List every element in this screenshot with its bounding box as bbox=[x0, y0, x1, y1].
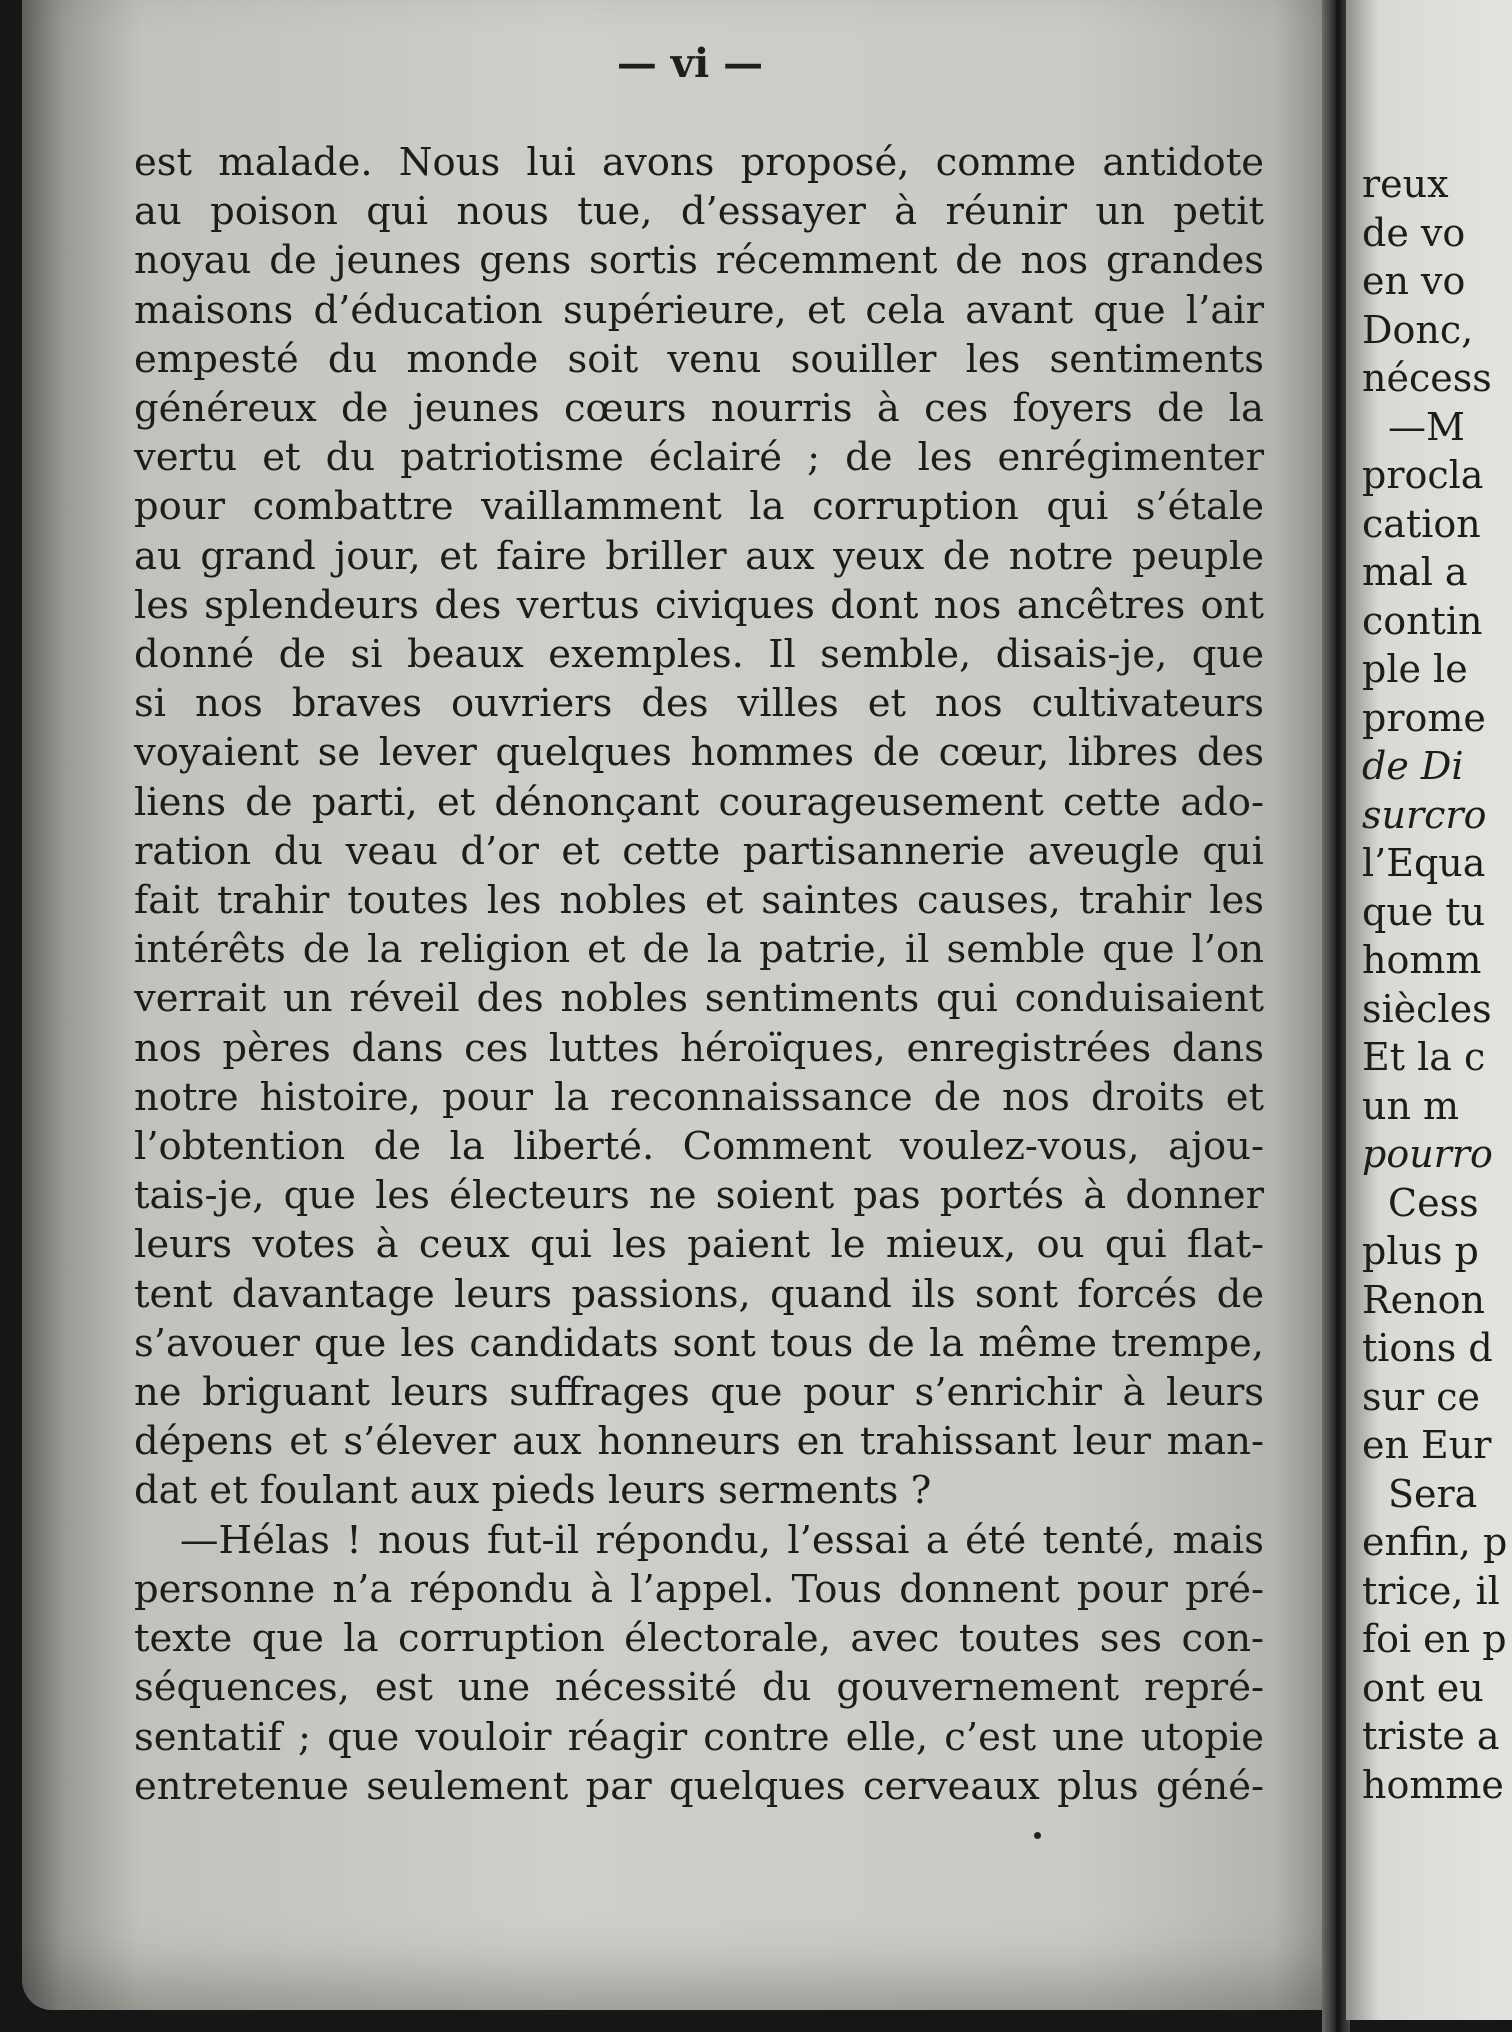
main-text-body bbox=[134, 138, 1264, 1811]
text-line: voyaient se lever quelques hommes de cœur, libres des bbox=[134, 730, 1264, 776]
right-text-line: plus p bbox=[1362, 1229, 1479, 1273]
text-line: donné de si beaux exemples. Il semble, disais-je, que bbox=[134, 632, 1264, 678]
text-line: est malade. Nous lui avons proposé, comme antidote bbox=[134, 140, 1264, 185]
right-text-line: Et la c bbox=[1362, 1035, 1486, 1079]
right-text-line: nécess bbox=[1362, 356, 1492, 400]
right-text-line: sur ce bbox=[1362, 1374, 1480, 1419]
right-text-line: de Di bbox=[1362, 744, 1464, 788]
text-line: liens de parti, et dénonçant courageusement cette ado- bbox=[134, 779, 1264, 825]
right-text-line: trice, il bbox=[1362, 1568, 1500, 1613]
right-text-line: ple le bbox=[1362, 647, 1468, 691]
right-text-line: un m bbox=[1362, 1083, 1460, 1128]
text-line: nos pères dans ces luttes héroïques, enregistrées dans bbox=[134, 1025, 1264, 1071]
ink-speck bbox=[1034, 1832, 1041, 1839]
page-number: — vi — bbox=[616, 40, 764, 87]
text-line: ne briguant leurs suffrages que pour s’enrichir à leurs bbox=[134, 1370, 1264, 1416]
right-text-line: contin bbox=[1362, 598, 1483, 643]
text-line: les splendeurs des vertus civiques dont nos ancêtres ont bbox=[134, 582, 1264, 628]
text-line: noyau de jeunes gens sortis récemment de nos grandes bbox=[134, 238, 1264, 284]
text-line: s’avouer que les candidats sont tous de la même trempe, bbox=[134, 1320, 1264, 1366]
text-line: leurs votes à ceux qui les paient le mieux, ou qui flat- bbox=[134, 1222, 1264, 1268]
right-text-line: en Eur bbox=[1362, 1423, 1492, 1467]
text-line: intérêts de la religion et de la patrie, il semble que l’on bbox=[134, 927, 1264, 973]
text-line: texte que la corruption électorale, avec toutes ses con- bbox=[134, 1616, 1264, 1662]
right-page-text bbox=[1362, 160, 1512, 1809]
text-line: verrait un réveil des nobles sentiments qui conduisaient bbox=[134, 976, 1264, 1022]
right-text-line: pourro bbox=[1362, 1132, 1493, 1176]
text-line: sentatif ; que vouloir réagir contre elle, c’est une utopie bbox=[134, 1714, 1264, 1760]
text-line: notre histoire, pour la reconnaissance de nos droits et bbox=[134, 1074, 1264, 1120]
text-line: séquences, est une nécessité du gouvernement repré- bbox=[134, 1665, 1264, 1711]
text-line: généreux de jeunes cœurs nourris à ces foyers de la bbox=[134, 386, 1264, 432]
text-line: —Hélas ! nous fut-il répondu, l’essai a été tenté, mais bbox=[180, 1517, 1264, 1563]
text-line: empesté du monde soit venu souiller les sentiments bbox=[134, 336, 1264, 382]
paragraph-end-line: dat et foulant aux pieds leurs serments ? bbox=[134, 1468, 932, 1514]
right-text-line: surcro bbox=[1362, 792, 1487, 837]
right-text-line: Donc, bbox=[1362, 307, 1474, 352]
text-line: maisons d’éducation supérieure, et cela avant que l’air bbox=[134, 287, 1264, 333]
text-line: pour combattre vaillamment la corruption qui s’étale bbox=[134, 484, 1264, 530]
right-text-line: foi en p bbox=[1362, 1617, 1507, 1661]
right-text-line: mal a bbox=[1362, 550, 1468, 594]
right-text-line: que tu bbox=[1362, 889, 1486, 934]
right-text-line: cation bbox=[1362, 501, 1481, 546]
right-text-line: —M bbox=[1388, 404, 1465, 449]
text-line: fait trahir toutes les nobles et saintes causes, trahir les bbox=[134, 878, 1264, 924]
text-line: personne n’a répondu à l’appel. Tous donnent pour pré- bbox=[134, 1566, 1264, 1612]
right-text-line: l’Equa bbox=[1362, 841, 1486, 885]
text-line: ration du veau d’or et cette partisannerie aveugle qui bbox=[134, 828, 1264, 874]
right-text-line: triste a bbox=[1362, 1714, 1500, 1758]
right-text-line: procla bbox=[1362, 453, 1484, 497]
right-text-line: Sera bbox=[1388, 1471, 1478, 1516]
text-line: dépens et s’élever aux honneurs en trahissant leur man- bbox=[134, 1419, 1264, 1465]
right-text-line: siècles bbox=[1362, 986, 1492, 1031]
right-text-line: Renon bbox=[1362, 1277, 1485, 1322]
text-line: au poison qui nous tue, d’essayer à réunir un petit bbox=[134, 189, 1264, 235]
right-text-line: de vo bbox=[1362, 210, 1466, 255]
text-line: au grand jour, et faire briller aux yeux de notre peuple bbox=[134, 533, 1264, 579]
right-text-line: reux bbox=[1362, 162, 1449, 206]
right-text-line: prome bbox=[1362, 695, 1486, 740]
text-line: entretenue seulement par quelques cerveaux plus géné- bbox=[134, 1763, 1264, 1809]
text-line: tent davantage leurs passions, quand ils sont forcés de bbox=[134, 1271, 1264, 1317]
right-text-line: enfin, p bbox=[1362, 1520, 1508, 1564]
right-text-line: homm bbox=[1362, 938, 1482, 982]
right-text-line: Cess bbox=[1388, 1180, 1479, 1225]
text-line: l’obtention de la liberté. Comment voulez-vous, ajou- bbox=[134, 1124, 1264, 1170]
right-text-line: homme bbox=[1362, 1762, 1504, 1807]
right-text-line: tions d bbox=[1362, 1326, 1493, 1370]
right-text-line: ont eu bbox=[1362, 1665, 1484, 1710]
right-text-line: en vo bbox=[1362, 259, 1466, 303]
text-line: tais-je, que les électeurs ne soient pas portés à donner bbox=[134, 1173, 1264, 1219]
text-line: vertu et du patriotisme éclairé ; de les enrégimenter bbox=[134, 435, 1264, 481]
text-line: si nos braves ouvriers des villes et nos cultivateurs bbox=[134, 681, 1264, 727]
